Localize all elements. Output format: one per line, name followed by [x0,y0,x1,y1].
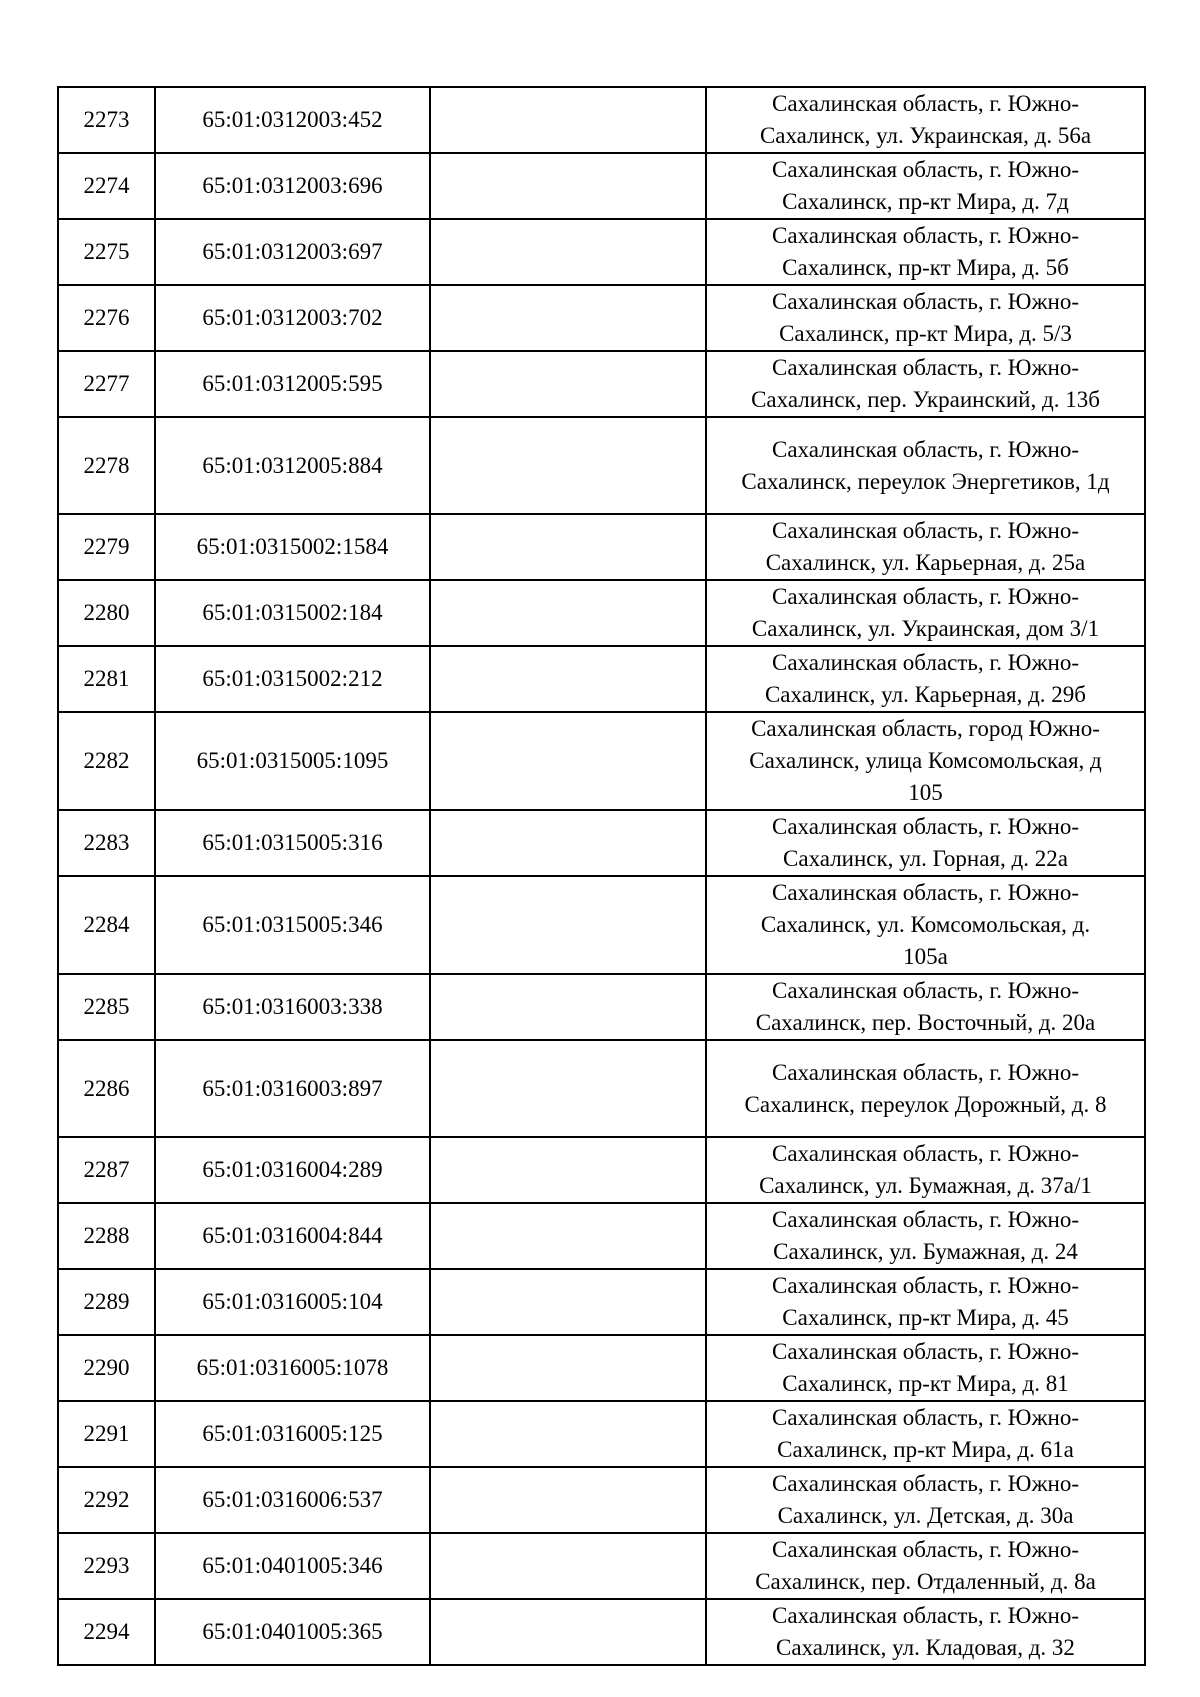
row-number-cell: 2273 [58,87,155,153]
empty-cell [430,712,706,810]
address-cell: Сахалинская область, г. Южно- Сахалинск, пер. Восточный, д. 20а [706,974,1145,1040]
empty-cell [430,514,706,580]
row-number-cell: 2287 [58,1137,155,1203]
table-row [58,646,1145,712]
cadastral-number-cell: 65:01:0312003:697 [155,219,430,285]
cadastral-number-cell: 65:01:0312003:702 [155,285,430,351]
address-cell: Сахалинская область, г. Южно- Сахалинск, пр-кт Мира, д. 81 [706,1335,1145,1401]
cadastral-number-cell: 65:01:0315002:212 [155,646,430,712]
address-cell: Сахалинская область, г. Южно- Сахалинск, пр-кт Мира, д. 61а [706,1401,1145,1467]
cadastral-number-cell: 65:01:0312003:452 [155,87,430,153]
address-cell: Сахалинская область, г. Южно- Сахалинск, пер. Украинский, д. 13б [706,351,1145,417]
table-row [58,1467,1145,1533]
cadastral-number-cell: 65:01:0316003:338 [155,974,430,1040]
cadastral-number-cell: 65:01:0312005:884 [155,417,430,514]
cadastral-number-cell: 65:01:0316003:897 [155,1040,430,1137]
empty-cell [430,1269,706,1335]
address-cell: Сахалинская область, г. Южно- Сахалинск, ул. Детская, д. 30а [706,1467,1145,1533]
address-cell: Сахалинская область, г. Южно- Сахалинск, пер. Отдаленный, д. 8а [706,1533,1145,1599]
table-row [58,1533,1145,1599]
address-cell: Сахалинская область, г. Южно- Сахалинск, ул. Комсомольская, д. 105а [706,876,1145,974]
empty-cell [430,1599,706,1665]
empty-cell [430,810,706,876]
row-number-cell: 2281 [58,646,155,712]
address-cell: Сахалинская область, г. Южно- Сахалинск, ул. Карьерная, д. 29б [706,646,1145,712]
cadastral-number-cell: 65:01:0401005:346 [155,1533,430,1599]
table-row [58,417,1145,514]
cadastral-number-cell: 65:01:0316005:104 [155,1269,430,1335]
empty-cell [430,1137,706,1203]
cadastral-number-cell: 65:01:0315005:316 [155,810,430,876]
row-number-cell: 2292 [58,1467,155,1533]
table-row [58,351,1145,417]
table-row [58,219,1145,285]
row-number-cell: 2277 [58,351,155,417]
empty-cell [430,87,706,153]
empty-cell [430,1533,706,1599]
table-row [58,580,1145,646]
address-cell: Сахалинская область, г. Южно- Сахалинск, переулок Энергетиков, 1д [706,417,1145,514]
row-number-cell: 2283 [58,810,155,876]
empty-cell [430,1401,706,1467]
empty-cell [430,285,706,351]
row-number-cell: 2289 [58,1269,155,1335]
address-cell: Сахалинская область, город Южно- Сахалинск, улица Комсомольская, д 105 [706,712,1145,810]
row-number-cell: 2276 [58,285,155,351]
property-registry-table [57,86,1146,1666]
table-row [58,1203,1145,1269]
empty-cell [430,153,706,219]
table-row [58,514,1145,580]
cadastral-number-cell: 65:01:0316004:844 [155,1203,430,1269]
cadastral-number-cell: 65:01:0401005:365 [155,1599,430,1665]
row-number-cell: 2279 [58,514,155,580]
table-row [58,87,1145,153]
empty-cell [430,1335,706,1401]
row-number-cell: 2288 [58,1203,155,1269]
cadastral-number-cell: 65:01:0316004:289 [155,1137,430,1203]
address-cell: Сахалинская область, г. Южно- Сахалинск, пр-кт Мира, д. 45 [706,1269,1145,1335]
cadastral-number-cell: 65:01:0315005:1095 [155,712,430,810]
table-row [58,1137,1145,1203]
empty-cell [430,876,706,974]
table-row [58,876,1145,974]
cadastral-number-cell: 65:01:0316006:537 [155,1467,430,1533]
table-row [58,153,1145,219]
address-cell: Сахалинская область, г. Южно- Сахалинск, ул. Украинская, дом 3/1 [706,580,1145,646]
address-cell: Сахалинская область, г. Южно- Сахалинск, ул. Карьерная, д. 25а [706,514,1145,580]
row-number-cell: 2274 [58,153,155,219]
table-row [58,1040,1145,1137]
address-cell: Сахалинская область, г. Южно- Сахалинск, переулок Дорожный, д. 8 [706,1040,1145,1137]
table-row [58,1269,1145,1335]
cadastral-number-cell: 65:01:0316005:125 [155,1401,430,1467]
table-row [58,1335,1145,1401]
row-number-cell: 2282 [58,712,155,810]
empty-cell [430,580,706,646]
address-cell: Сахалинская область, г. Южно- Сахалинск, ул. Горная, д. 22а [706,810,1145,876]
table-row [58,285,1145,351]
table-row [58,712,1145,810]
row-number-cell: 2275 [58,219,155,285]
address-cell: Сахалинская область, г. Южно- Сахалинск, ул. Бумажная, д. 24 [706,1203,1145,1269]
address-cell: Сахалинская область, г. Южно- Сахалинск, ул. Кладовая, д. 32 [706,1599,1145,1665]
table-row [58,974,1145,1040]
cadastral-number-cell: 65:01:0315002:184 [155,580,430,646]
cadastral-number-cell: 65:01:0312005:595 [155,351,430,417]
row-number-cell: 2291 [58,1401,155,1467]
row-number-cell: 2294 [58,1599,155,1665]
empty-cell [430,1203,706,1269]
address-cell: Сахалинская область, г. Южно- Сахалинск, пр-кт Мира, д. 5б [706,219,1145,285]
cadastral-number-cell: 65:01:0316005:1078 [155,1335,430,1401]
empty-cell [430,974,706,1040]
cadastral-number-cell: 65:01:0315002:1584 [155,514,430,580]
row-number-cell: 2290 [58,1335,155,1401]
row-number-cell: 2280 [58,580,155,646]
empty-cell [430,1467,706,1533]
address-cell: Сахалинская область, г. Южно- Сахалинск, ул. Бумажная, д. 37а/1 [706,1137,1145,1203]
empty-cell [430,219,706,285]
row-number-cell: 2278 [58,417,155,514]
row-number-cell: 2293 [58,1533,155,1599]
empty-cell [430,417,706,514]
registry-body [58,87,1145,1665]
address-cell: Сахалинская область, г. Южно- Сахалинск, ул. Украинская, д. 56а [706,87,1145,153]
cadastral-number-cell: 65:01:0315005:346 [155,876,430,974]
address-cell: Сахалинская область, г. Южно- Сахалинск, пр-кт Мира, д. 7д [706,153,1145,219]
table-row [58,1401,1145,1467]
address-cell: Сахалинская область, г. Южно- Сахалинск, пр-кт Мира, д. 5/3 [706,285,1145,351]
cadastral-number-cell: 65:01:0312003:696 [155,153,430,219]
table-row [58,1599,1145,1665]
empty-cell [430,351,706,417]
empty-cell [430,646,706,712]
row-number-cell: 2286 [58,1040,155,1137]
row-number-cell: 2284 [58,876,155,974]
table-row [58,810,1145,876]
empty-cell [430,1040,706,1137]
row-number-cell: 2285 [58,974,155,1040]
